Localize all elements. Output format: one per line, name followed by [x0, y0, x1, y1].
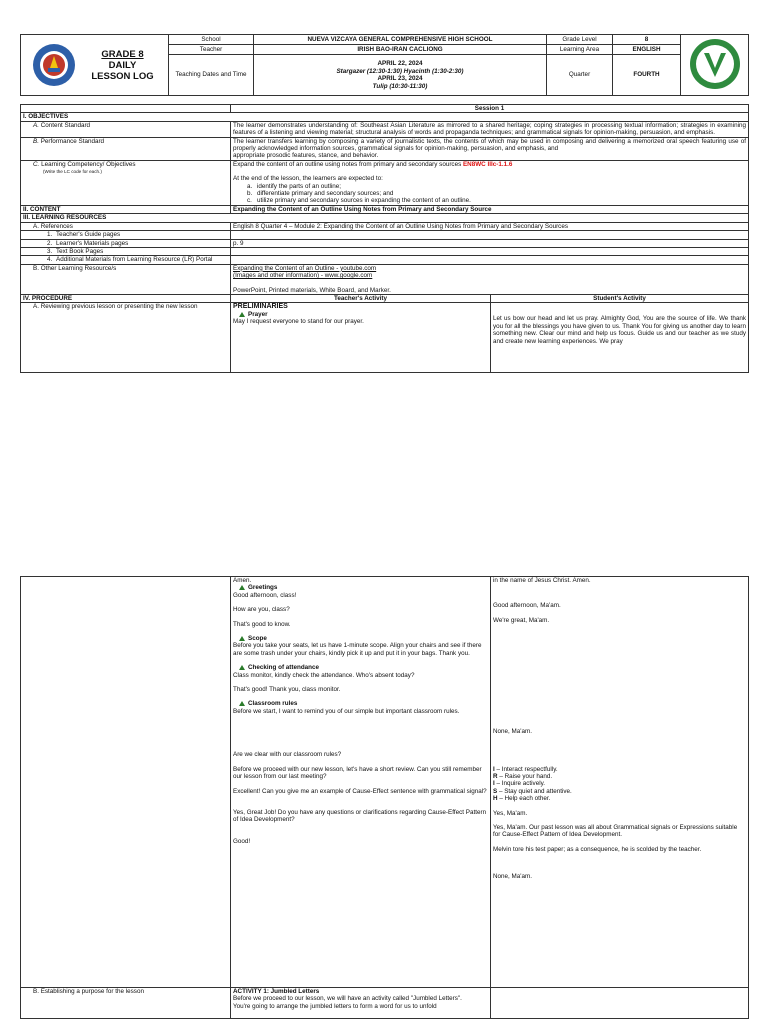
- content-standard-text: The learner demonstrates understanding of: Southeast Asian Literature as mirrored to a shared heritage; coping strategies in processing textual information; strategies in examining features of a listening and viewing material; structural analysis of words and propaganda techniques; and grammatical signals for opinion-making, persuasion, and emphasis.: [231, 121, 749, 137]
- bullet-icon: [239, 312, 245, 317]
- header-left-cell: [21, 35, 169, 96]
- performance-standard-text: The learner transfers learning by composing a variety of journalistic texts, the contents of which may be used in composing and delivering a memorized oral speech featuring use of properly acknowledged information sources, grammatical signals for opinion-making, persuasion, and emphasis, and appropriate prosodic features, stance, and behavior.: [231, 137, 749, 160]
- lesson-log-title: LESSON LOG: [91, 70, 154, 82]
- references-text: English 8 Quarter 4 – Module 2: Expanding the Content of an Outline Using Notes from Primary and Secondary Sources: [231, 222, 749, 230]
- page-two: [20, 576, 748, 1019]
- activity-cell: ACTIVITY 1: Jumbled Letters Before we proceed to our lesson, we will have an activity called "Jumbled Letters". You're going to arrange the jumbled letters to form a word for us to unfold: [231, 988, 491, 1019]
- teacher-activity-continued: Amen. Greetings Good afternoon, class! How are you, class? That's good to know. Scope Before you take your seats, let us have 1-minute scope. Align your chairs and see if there are some trash under your chairs, kindly pick it up and put it in your bags. Thank you. Checking of attendance Class monitor, kindly check the attendance. Who's absent today? That's good! Thank you, class monitor. Classroom rules Before we start, I want to remind you of our simple but important classroom rules. Are we clear with our classroom rules? Before we proceed with our new lesson, let's have a short review. Can you still remember our lesson from our last meeting? Excellent! Can you give me an example of Cause-Effect sentence with grammatical signal? Yes, Great Job! Do you have any questions or clarifications regarding Cause-Effect Pattern of Idea Development? Good!: [231, 577, 491, 988]
- resource-item-value: [231, 256, 749, 264]
- resource-item-label: 4. Additional Materials from Learning Resource (LR) Portal: [21, 256, 231, 264]
- learning-area-value: ENGLISH: [613, 45, 681, 55]
- teacher-activity-cell: PRELIMINARIES Prayer May I request everyone to stand for our prayer.: [231, 303, 491, 373]
- resource-item-label: 3. Text Book Pages: [21, 247, 231, 255]
- grade-level-label: Grade Level: [547, 35, 613, 45]
- other-resources-label: B. Other Learning Resource/s: [21, 264, 231, 294]
- teacher-column-header: Teacher's Activity: [231, 294, 491, 302]
- procedure-b-label: B. Establishing a purpose for the lesson: [21, 988, 231, 1019]
- grade-title: GRADE 8: [101, 48, 144, 60]
- resource-link[interactable]: Expanding the Content of an Outline - youtube.com: [233, 264, 377, 272]
- dates-value: APRIL 22, 2024 Stargazer (12:30-1:30) Hyacinth (1:30-2:30) APRIL 23, 2024 Tulip (10:30-11:30): [254, 55, 547, 96]
- bullet-icon: [239, 665, 245, 670]
- competency-label: C. Learning Competency/ Objectives (Write the LC code for each.): [21, 160, 231, 205]
- header-right-cell: [681, 35, 749, 96]
- grade-level-value: 8: [613, 35, 681, 45]
- quarter-label: Quarter: [547, 55, 613, 96]
- resource-item-value: [231, 247, 749, 255]
- session-header: Session 1: [231, 105, 749, 113]
- lesson-table: [20, 104, 749, 373]
- procedure-table-continued: [20, 576, 749, 1019]
- student-activity-continued: in the name of Jesus Christ. Amen. Good afternoon, Ma'am. We're great, Ma'am. None, Ma'am. I – Interact respectfully. R – Raise your hand. I – Inquire actively. S – Stay quiet and attentive. H – Help each other. Yes, Ma'am. Yes, Ma'am. Our past lesson was all about Grammatical signals or Expressions suitable for Cause-Effect Pattern of Idea Development. Melvin tore his test paper; as a consequence, he is scolded by the teacher. None, Ma'am.: [491, 577, 749, 988]
- other-resources-text: Expanding the Content of an Outline - youtube.com (Images and other information) - www.google.com PowerPoint, Printed materials, White Board, and Marker.: [231, 264, 749, 294]
- header-table: [20, 34, 749, 96]
- teacher-label: Teacher: [169, 45, 254, 55]
- bullet-icon: [239, 636, 245, 641]
- references-label: A. References: [21, 222, 231, 230]
- bullet-icon: [239, 701, 245, 706]
- content-standard-label: A. Content Standard: [21, 121, 231, 137]
- teacher-value: IRISH BAO-IRAN CACLIONG: [254, 45, 547, 55]
- quarter-value: FOURTH: [613, 55, 681, 96]
- school-value: NUEVA VIZCAYA GENERAL COMPREHENSIVE HIGH SCHOOL: [254, 35, 547, 45]
- objectives-heading: I. OBJECTIVES: [21, 113, 749, 121]
- school-label: School: [169, 35, 254, 45]
- student-column-header: Student's Activity: [491, 294, 749, 302]
- procedure-heading: IV. PROCEDURE: [21, 294, 231, 302]
- student-activity-cell: Let us bow our head and let us pray. Almighty God, You are the source of life. We thank you for all the blessings you have given to us. Thank You for giving us another day to learn something new. Clear our mind and help us focus. Guide us and our teacher as we study and create new learning experiences. We pray: [491, 303, 749, 373]
- performance-standard-label: B. Performance Standard: [21, 137, 231, 160]
- resources-heading: III. LEARNING RESOURCES: [21, 214, 749, 222]
- content-heading: II. CONTENT: [21, 205, 231, 213]
- procedure-a-label: A. Reviewing previous lesson or presenting the new lesson: [21, 303, 231, 373]
- content-text: Expanding the Content of an Outline Using Notes from Primary and Secondary Source: [231, 205, 749, 213]
- resource-link[interactable]: (Images and other information) - www.google.com: [233, 272, 373, 280]
- resource-item-label: 1. Teacher's Guide pages: [21, 231, 231, 239]
- daily-title: DAILY: [108, 59, 137, 71]
- lc-code: EN8WC IIIc-1.1.6: [462, 160, 513, 168]
- deped-seal-icon: [31, 42, 77, 88]
- bullet-icon: [239, 585, 245, 590]
- learning-area-label: Learning Area: [547, 45, 613, 55]
- competency-text: Expand the content of an outline using notes from primary and secondary sources EN8WC IIIc-1.1.6 At the end of the lesson, the learners are expected to: a. identify the parts of an outline; b. differentiate primary and secondary sources; and c. utilize primary and secondary sources in expanding the content of an outline.: [231, 160, 749, 205]
- resource-item-label: 2. Learner's Materials pages: [21, 239, 231, 247]
- resource-item-value: [231, 231, 749, 239]
- dates-label: Teaching Dates and Time: [169, 55, 254, 96]
- resource-item-value: p. 9: [231, 239, 749, 247]
- page-one: [20, 34, 748, 373]
- school-seal-icon: [688, 37, 742, 91]
